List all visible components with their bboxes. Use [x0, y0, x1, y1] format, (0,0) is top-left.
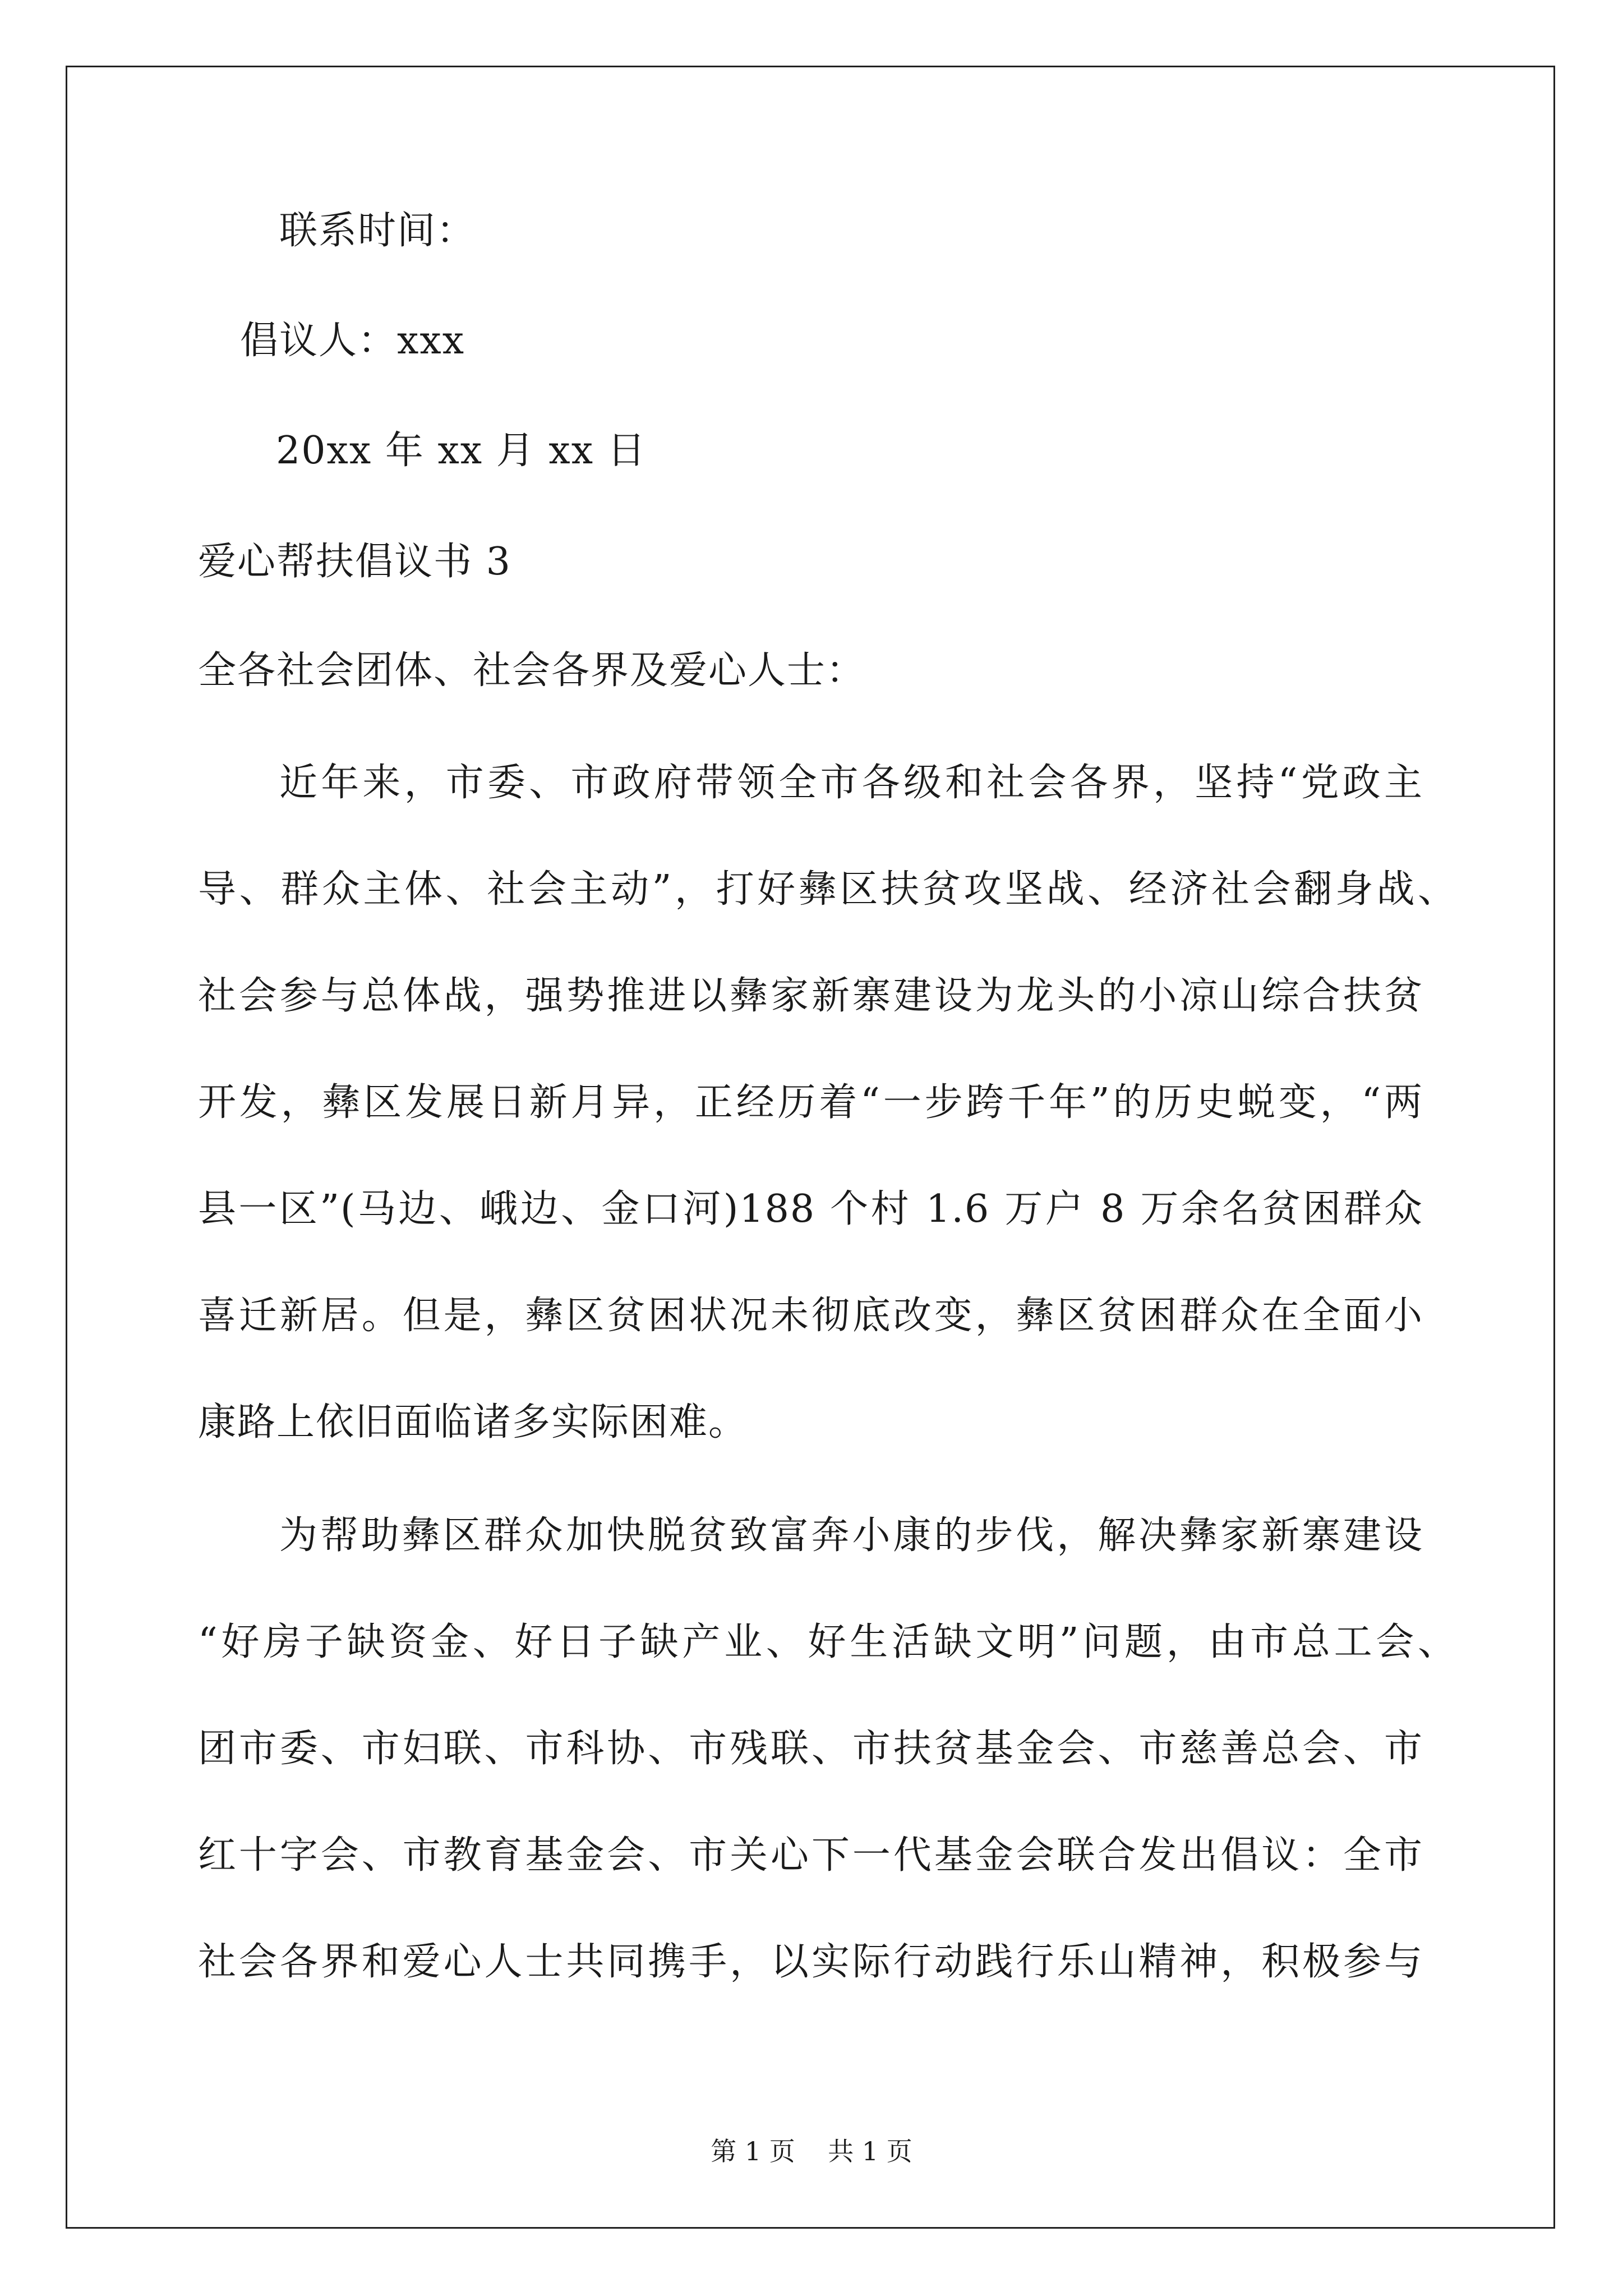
page-border: [66, 66, 1555, 2229]
paragraph1-line: 康路上依旧面临诸多实际困难。: [198, 1400, 748, 1444]
page-footer: 第 1 页 共 1 页: [711, 2136, 912, 2166]
paragraph1-line: 近年来，市委、市政府带领全市各级和社会各界，坚持“党政主: [279, 761, 1423, 805]
paragraph1-line: 开发，彝区发展日新月异，正经历着“一步跨千年”的历史蜕变，“两: [198, 1080, 1423, 1125]
date-line: 20xx 年 xx 月 xx 日: [276, 429, 647, 473]
proposer-line: 倡议人：xxx: [240, 319, 465, 363]
paragraph1-line: 社会参与总体战，强势推进以彝家新寨建设为龙头的小凉山综合扶贫: [198, 974, 1423, 1018]
paragraph2-line: 红十字会、市教育基金会、市关心下一代基金会联合发出倡议：全市: [198, 1833, 1423, 1878]
contact-time-line: 联系时间：: [279, 209, 476, 253]
paragraph2-line: 团市委、市妇联、市科协、市残联、市扶贫基金会、市慈善总会、市: [198, 1727, 1423, 1771]
section-title: 爱心帮扶倡议书 3: [198, 540, 511, 584]
paragraph1-line: 喜迁新居。但是，彝区贫困状况未彻底改变，彝区贫困群众在全面小: [198, 1294, 1423, 1338]
paragraph2-line: 为帮助彝区群众加快脱贫致富奔小康的步伐，解决彝家新寨建设: [279, 1513, 1423, 1558]
paragraph1-line: 导、群众主体、社会主动”，打好彝区扶贫攻坚战、经济社会翻身战、: [198, 867, 1457, 912]
salutation: 全各社会团体、社会各界及爱心人士：: [198, 648, 866, 693]
paragraph2-line: “好房子缺资金、好日子缺产业、好生活缺文明”问题，由市总工会、: [198, 1620, 1457, 1664]
paragraph2-line: 社会各界和爱心人士共同携手，以实际行动践行乐山精神，积极参与: [198, 1940, 1423, 1984]
paragraph1-line: 县一区”(马边、峨边、金口河)188 个村 1.6 万户 8 万余名贫困群众: [198, 1187, 1423, 1231]
